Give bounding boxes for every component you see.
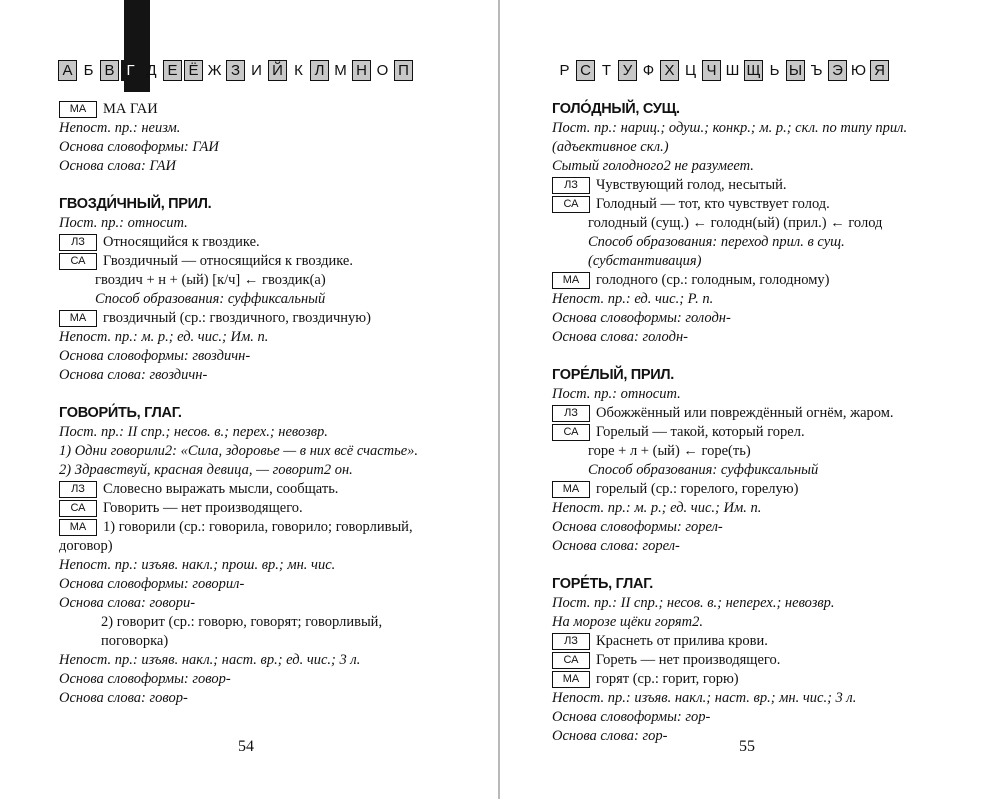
alphabet-letter: Л (310, 60, 329, 81)
entry-line: Основа словоформы: ГАИ (59, 139, 219, 155)
entry-line: Основа слова: говор- (59, 690, 188, 706)
headword: ГОЛО́ДНЫЙ, СУЩ. (552, 101, 680, 117)
left-page-content (59, 100, 444, 708)
entry-line: Сытый голодного2 не разумеет. (552, 158, 754, 174)
entry-line: МА голодного (ср.: голодным, голодному) (552, 271, 944, 290)
entry-line: Основа слова: горел- (552, 538, 680, 554)
entry-line: Основа слова: ГАИ (59, 158, 176, 174)
entry-line: СА Гореть — нет производящего. (552, 651, 944, 670)
entry-line: Основа слова: гвоздичн- (59, 367, 208, 383)
entry-line: голодный (сущ.) ← голодн(ый) (прил.) ← голод (588, 215, 883, 231)
entry-line: Основа словоформы: говорил- (59, 576, 245, 592)
entry-line: Основа слова: говори- (59, 595, 196, 611)
alphabet-letter: М (334, 62, 347, 79)
entry-line: горе + л + (ый) ← горе(ть) (588, 443, 751, 459)
page-number: 54 (238, 738, 254, 755)
sa-tag: СА (552, 196, 590, 213)
entry-line: Непост. пр.: м. р.; ед. чис.; Им. п. (552, 500, 762, 516)
alphabet-letter: Щ (744, 60, 763, 81)
alphabet-letter: Я (870, 60, 889, 81)
page-number: 55 (739, 738, 755, 755)
entry-line: Способ образования: суффиксальный (95, 291, 326, 307)
entry-line: СА Гвоздичный — относящийся к гвоздике. (59, 252, 444, 271)
entry-line: Непост. пр.: м. р.; ед. чис.; Им. п. (59, 329, 269, 345)
alphabet-letter: Ъ (810, 62, 823, 79)
entry-line: Способ образования: суффиксальный (588, 462, 819, 478)
lz-tag: ЛЗ (552, 177, 590, 194)
ma-tag: МА (552, 481, 590, 498)
entry-line: Непост. пр.: изъяв. накл.; прош. вр.; мн. чис. (59, 557, 336, 573)
entry-line: МА горелый (ср.: горелого, горелую) (552, 480, 944, 499)
sa-tag: СА (552, 652, 590, 669)
alphabet-letter: Ц (684, 62, 697, 79)
entry-line: На морозе щёки горят2. (552, 614, 703, 630)
entry-line: Пост. пр.: II спр.; несов. в.; неперех.; невозвр. (552, 595, 835, 611)
entry-line: СА Горелый — такой, который горел. (552, 423, 944, 442)
ma-tag: МА (59, 519, 97, 536)
entry-line: гвоздич + н + (ый) [к/ч] ← гвоздик(а) (95, 272, 326, 288)
entry-line: Основа слова: голодн- (552, 329, 688, 345)
entry-gai (59, 100, 444, 176)
alphabet-letter: О (376, 62, 389, 79)
entry-line: Основа словоформы: гвоздичн- (59, 348, 251, 364)
lz-tag: ЛЗ (59, 234, 97, 251)
alphabet-letter: Ч (702, 60, 721, 81)
alphabet-letter: К (294, 62, 303, 79)
sa-tag: СА (59, 253, 97, 270)
headword: ГОРЕ́ЛЫЙ, ПРИЛ. (552, 367, 675, 383)
entry-line: Основа словоформы: гор- (552, 709, 711, 725)
entry-line: Пост. пр.: II спр.; несов. в.; перех.; невозвр. (59, 424, 328, 440)
alphabet-letter: З (226, 60, 245, 81)
entry-line: Непост. пр.: неизм. (59, 120, 181, 136)
alphabet-letter: Г (121, 60, 140, 81)
alphabet-letter: П (394, 60, 413, 81)
entry-golodny (552, 100, 944, 347)
entry-goret (552, 575, 944, 746)
entry-line: Пост. пр.: относит. (552, 386, 681, 402)
alphabet-letter: Е (163, 60, 182, 81)
entry-line: Непост. пр.: ед. чис.; Р. п. (552, 291, 714, 307)
entry-line: Непост. пр.: изъяв. накл.; наст. вр.; ед. чис.; 3 л. (59, 652, 361, 668)
alphabet-letter: Д (146, 62, 157, 79)
entry-line: Непост. пр.: изъяв. накл.; наст. вр.; мн. чис.; 3 л. (552, 690, 857, 706)
entry-line: Пост. пр.: относит. (59, 215, 188, 231)
alphabet-letter: Б (83, 62, 94, 79)
entry-line: 1) Одни говорили2: «Сила, здоровье — в них всё счастье». (59, 443, 419, 459)
ma-tag: МА (552, 272, 590, 289)
entry-line: Основа словоформы: говор- (59, 671, 231, 687)
entry-line: Пост. пр.: нариц.; одуш.; конкр.; м. р.; скл. по типу прил. (адъективное скл.) (552, 120, 908, 155)
alphabet-letter: С (576, 60, 595, 81)
alphabet-letter: Т (601, 62, 612, 79)
entry-line: ЛЗ Словесно выражать мысли, сообщать. (59, 480, 444, 499)
alphabet-letter: А (58, 60, 77, 81)
entry-line: 2) Здравствуй, красная девица, — говорит2 он. (59, 462, 353, 478)
alphabet-letter: Р (559, 62, 570, 79)
entry-line: Основа слова: гор- (552, 728, 668, 744)
alphabet-letter: Ш (725, 62, 740, 79)
alphabet-letter: Ф (642, 62, 655, 79)
entry-line: Способ образования: переход прил. в сущ. (субстантивация) (588, 234, 845, 269)
ma-tag: МА (552, 671, 590, 688)
sa-tag: СА (552, 424, 590, 441)
alphabet-letter: Э (828, 60, 847, 81)
right-page-content (552, 100, 944, 746)
entry-govorit (59, 404, 444, 708)
alphabet-letter: Н (352, 60, 371, 81)
alphabet-letter: У (618, 60, 637, 81)
alphabet-letter: Ю (850, 62, 867, 79)
alphabet-letter: Й (268, 60, 287, 81)
entry-line: СА Голодный — тот, кто чувствует голод. (552, 195, 944, 214)
entry-line: 2) говорит (ср.: говорю, говорят; говорливый, поговорка) (101, 614, 383, 649)
alphabet-letter: Ж (207, 62, 222, 79)
lz-tag: ЛЗ (552, 633, 590, 650)
entry-line: Основа словоформы: горел- (552, 519, 723, 535)
ma-tag: МА (59, 101, 97, 118)
entry-line: ЛЗ Относящийся к гвоздике. (59, 233, 444, 252)
entry-line: СА Говорить — нет производящего. (59, 499, 444, 518)
alphabet-index-left (58, 60, 413, 81)
alphabet-letter: Ы (786, 60, 805, 81)
alphabet-letter: Х (660, 60, 679, 81)
entry-line: ЛЗ Обожжённый или повреждённый огнём, жаром. (552, 404, 944, 423)
entry-line: МА гвоздичный (ср.: гвоздичного, гвоздичную) (59, 309, 444, 328)
ma-tag: МА (59, 310, 97, 327)
entry-line: ЛЗ Чувствующий голод, несытый. (552, 176, 944, 195)
entry-line: МА горят (ср.: горит, горю) (552, 670, 944, 689)
entry-gorely (552, 366, 944, 556)
headword-word: МА ГАИ (103, 101, 158, 117)
headword: ГВОЗДИ́ЧНЫЙ, ПРИЛ. (59, 196, 212, 212)
alphabet-letter: В (100, 60, 119, 81)
lz-tag: ЛЗ (552, 405, 590, 422)
sa-tag: СА (59, 500, 97, 517)
entry-gvozdichny (59, 195, 444, 385)
alphabet-index-right (555, 60, 889, 81)
entry-line: Основа словоформы: голодн- (552, 310, 731, 326)
left-page (0, 0, 498, 799)
entry-line: МА 1) говорили (ср.: говорила, говорило; говорливый, договор) (59, 519, 413, 554)
alphabet-letter: Ь (769, 62, 780, 79)
alphabet-letter: Ё (184, 60, 203, 81)
entry-line: ЛЗ Краснеть от прилива крови. (552, 632, 944, 651)
headword: ГОРЕ́ТЬ, ГЛАГ. (552, 576, 654, 592)
right-page (500, 0, 1000, 799)
alphabet-letter: И (251, 62, 262, 79)
headword: ГОВОРИ́ТЬ, ГЛАГ. (59, 405, 182, 421)
lz-tag: ЛЗ (59, 481, 97, 498)
